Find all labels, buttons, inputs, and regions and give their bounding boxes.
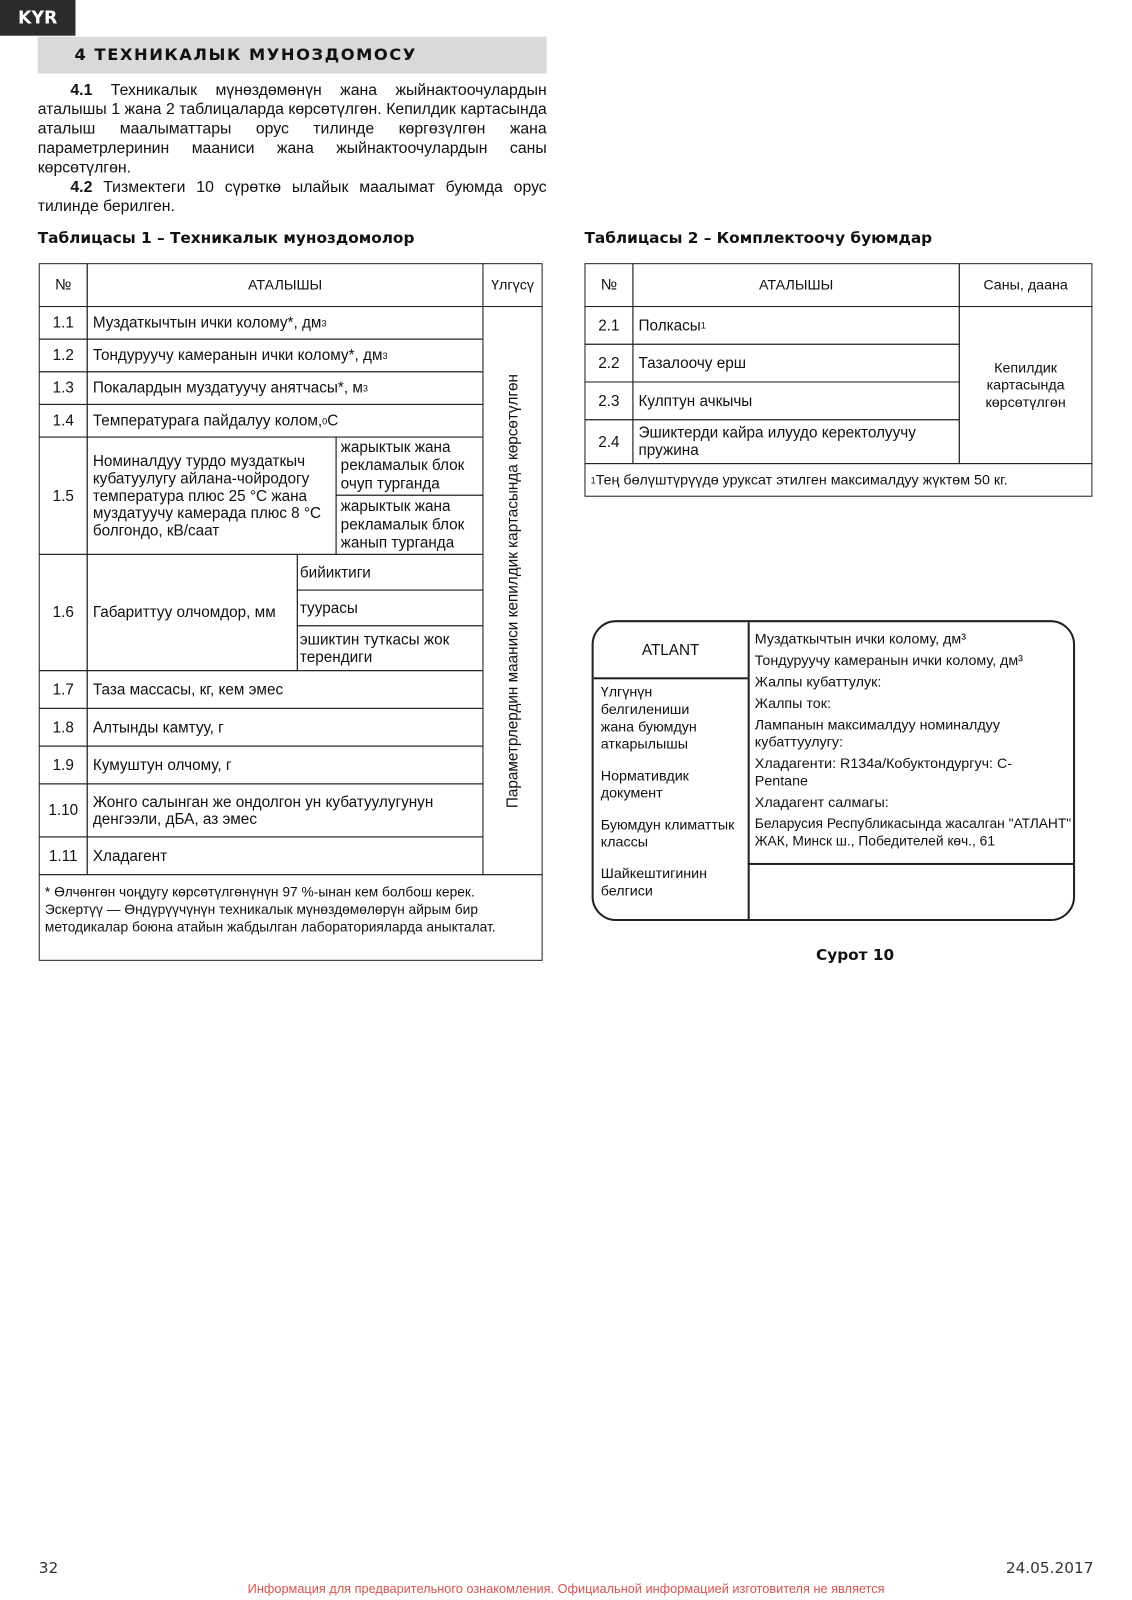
row-no: 1.6: [39, 554, 88, 671]
label-field: Лампанын максималдуу номиналдуу кубаттуулугу:: [754, 716, 1000, 750]
label-field: Үлгүнүн белгилениши жана буюмдун аткарылышы: [600, 683, 697, 752]
row-no: 1.2: [39, 339, 88, 373]
row-name: Полкасы 1: [632, 306, 959, 345]
label-field: Буюмдун климаттык классы: [600, 816, 735, 850]
label-field: Шайкештигинин белгиси: [600, 864, 708, 899]
row-name-text: Тондуруучу камеранын ички колому*, дм: [92, 346, 383, 365]
row-subitem: эшиктин туткасы жок терендиги: [297, 625, 484, 671]
document-date: 24.05.2017: [1005, 1558, 1094, 1577]
row-no: 1.5: [39, 437, 88, 555]
header-sample: Үлгүсү: [482, 263, 542, 307]
row-subitem: жарыктык жана рекламалык блок жанып турганда: [336, 495, 484, 555]
row-no: 1.7: [39, 670, 88, 709]
page-number: 32: [38, 1558, 59, 1577]
row-name: Жонго салынган же ондолгон ун кубатуулугунун денгээли, дБА, аз эмес: [87, 783, 484, 837]
para-text: Тизмектеги 10 сүрөткө ылайык маалымат буюмда орус тилинде берилген.: [37, 178, 547, 216]
label-field: Муздаткычтын ички колому, дм³: [754, 630, 966, 647]
row-name: Номиналдуу турдо муздаткыч кубатуулугу айлана-чойродогу температура плюс 25 °С жана муздатуучу камерада плюс 8 °С болгондо, кВ/саат: [87, 437, 337, 555]
qty-note: Кепилдик картасында көрсөтүлгөн: [959, 306, 1093, 464]
table2-footnote: 1 Тең бөлүштүрүүдө уруксат этилген максималдуу жүктөм 50 кг.: [584, 463, 1092, 497]
row-subitem: туурасы: [297, 590, 484, 627]
intro-text: [38, 81, 547, 217]
row-no: 1.10: [39, 783, 88, 837]
row-name: Муздаткычтын ички колому*, дм 3: [87, 306, 484, 340]
row-no: 1.4: [39, 404, 88, 438]
sample-note: Параметрлердин мааниси кепилдик картасында көрсөтүлгөн: [503, 373, 522, 808]
label-left-fields: [601, 683, 746, 899]
table1-title: Таблицасы 1 – Техникалык муноздомолор: [37, 228, 415, 247]
row-name: Алтынды камтуу, г: [87, 708, 484, 747]
row-name-text: Полкасы: [638, 316, 701, 335]
disclaimer: Информация для предварительного ознакомления. Официальной информацией изготовителя не является: [247, 1582, 885, 1597]
table1-footnote: * Өлчөнгөн чоңдугу көрсөтүлгөнүнүн 97 %-ынан кем болбош керек. Эскертүү — Өндүрүүчүнүн техникалык мүнөздөмөлөрүн айрым бир методикалар боюна атайын жабдылган лабораторияларда аныкталат.: [39, 874, 543, 961]
para-number: 4.1: [70, 81, 93, 99]
row-name: Кумуштун олчому, г: [87, 746, 484, 785]
row-name: Эшиктерди кайра илуудо керектолуучу пружина: [632, 419, 959, 464]
row-name: Таза массасы, кг, кем эмес: [87, 670, 484, 709]
row-name: Тазалоочу ерш: [632, 344, 959, 383]
row-no: 2.3: [584, 381, 633, 420]
rating-label: [592, 620, 1075, 921]
label-brand: ATLANT: [594, 622, 748, 679]
row-no: 2.4: [584, 419, 633, 464]
row-name: Кулптун ачкычы: [632, 381, 959, 420]
row-name: Температурага пайдалуу колом, 0 С: [87, 404, 484, 438]
header-qty: Саны, даана: [959, 263, 1093, 307]
row-no: 1.11: [39, 836, 88, 875]
row-no: 2.2: [584, 344, 633, 383]
label-field: Жалпы ток:: [754, 694, 831, 711]
label-divider: [748, 863, 1075, 865]
row-no: 1.8: [39, 708, 88, 747]
row-subitem: бийиктиги: [297, 554, 484, 591]
header-no: №: [39, 263, 88, 307]
row-name: Хладагент: [87, 836, 484, 875]
label-field: Жалпы кубаттулук:: [754, 673, 882, 690]
row-name: Тондуруучу камеранын ички колому*, дм 3: [87, 339, 484, 373]
label-field: Беларусия Республикасында жасалган "АТЛАНТ" ЖАК, Минск ш., Победителей көч., 61: [754, 816, 1072, 849]
row-name: Покалардын муздатуучу анятчасы*, м 3: [87, 371, 484, 405]
row-no: 1.3: [39, 371, 88, 405]
label-field: Хладагент салмагы:: [754, 793, 889, 810]
sample-column: [482, 306, 542, 875]
row-no: 2.1: [584, 306, 633, 345]
row-name: Габариттуу олчомдор, мм: [87, 554, 298, 671]
unit: С: [327, 412, 339, 430]
row-name-text: Покалардын муздатуучу анятчасы*, м: [92, 379, 363, 397]
label-right-fields: [755, 630, 1073, 849]
para-number: 4.2: [70, 178, 93, 196]
figure-caption: Сурот 10: [816, 945, 895, 964]
row-subitem: жарыктык жана рекламалык блок очуп турганда: [336, 437, 484, 496]
section-title: 4 ТЕХНИКАЛЫК МУНОЗДОМОСУ: [74, 44, 417, 65]
label-divider: [748, 622, 750, 919]
row-name-text: Температурага пайдалуу колом,: [92, 412, 323, 430]
row-no: 1.1: [39, 306, 88, 340]
footnote-text: Тең бөлүштүрүүдө уруксат этилген максималдуу жүктөм 50 кг.: [595, 471, 1008, 488]
para-text: Техникалык мүнөздөмөнүн жана жыйнактоочулардын аталышы 1 жана 2 таблицаларда көрсөтүлгөн. Кепилдик картасында аталыш маалыматтары орус тилинде көргөзүлгөн жана параметрлеринин мааниси жана жыйнактоочулардын саны көрсөтүлгөн.: [37, 81, 547, 177]
label-field: Тондуруучу камеранын ички колому, дм³: [754, 651, 1023, 669]
language-tab: KYR: [0, 0, 75, 36]
row-name-text: Муздаткычтын ички колому*, дм: [92, 314, 322, 332]
label-field: Хладагенти: R134a/Кобуктондургуч: C-Pentane: [754, 754, 1013, 789]
label-field: Нормативдик документ: [600, 767, 689, 801]
header-name: АТАЛЫШЫ: [87, 263, 484, 307]
row-no: 1.9: [39, 746, 88, 785]
header-name: АТАЛЫШЫ: [632, 263, 959, 307]
table2-title: Таблицасы 2 – Комплектоочу буюмдар: [584, 228, 933, 247]
header-no: №: [584, 263, 633, 307]
